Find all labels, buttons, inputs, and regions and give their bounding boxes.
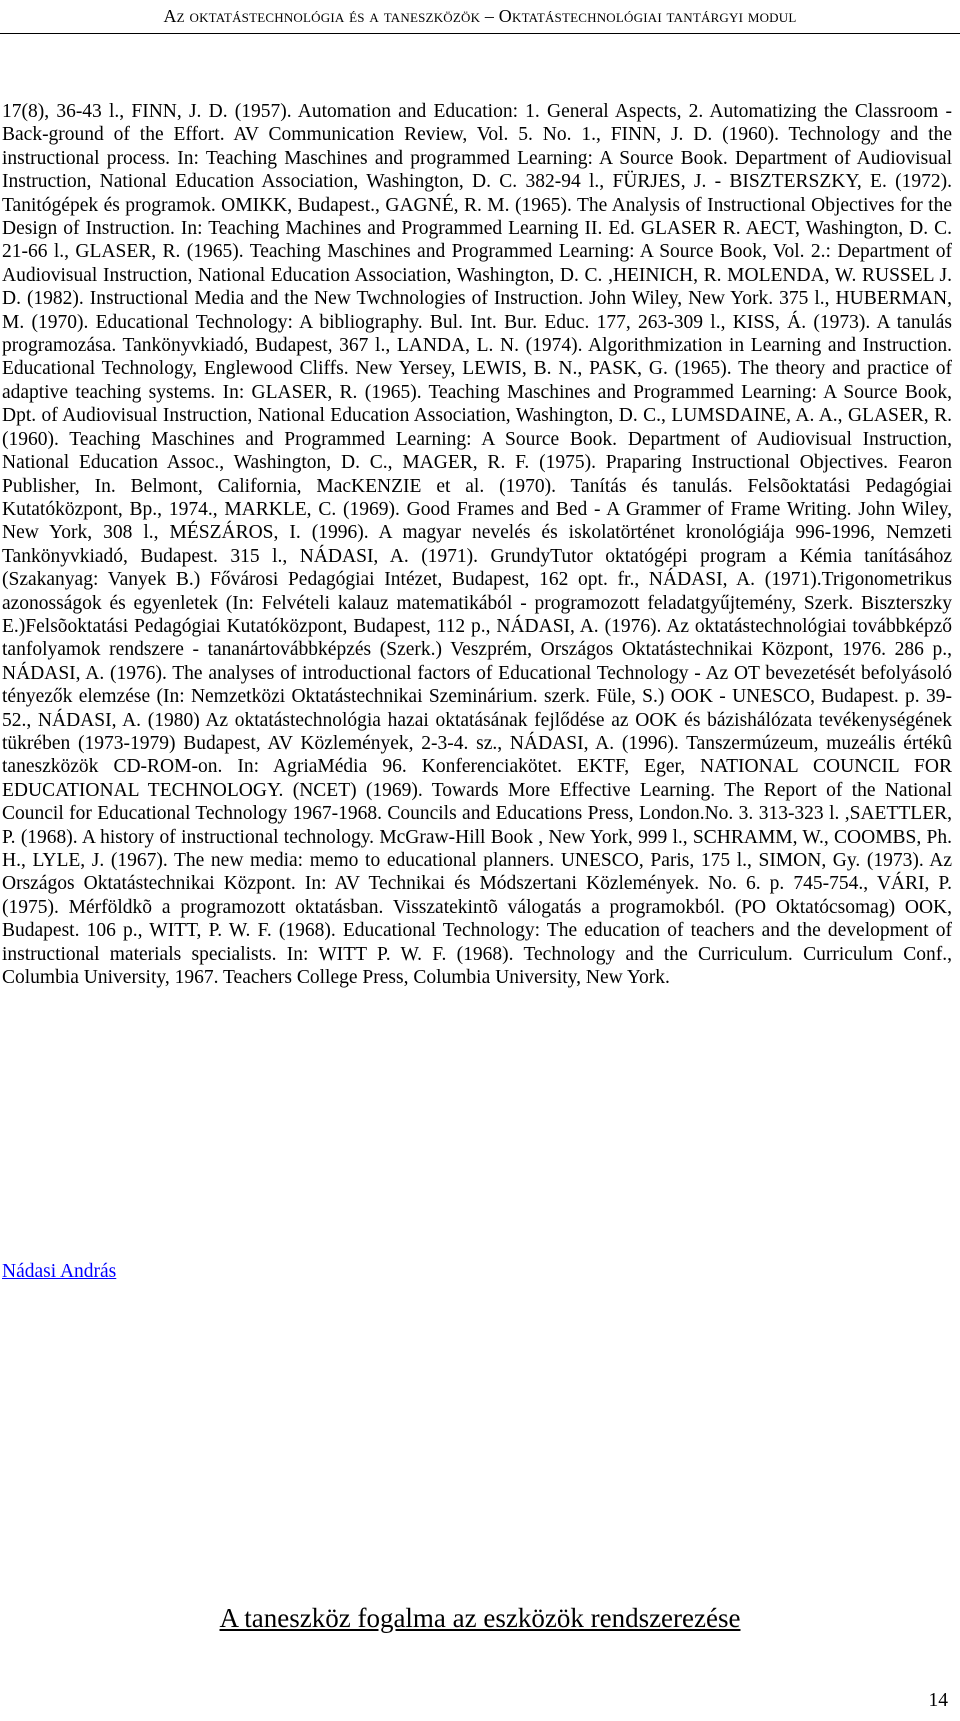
page-number: 14: [928, 1690, 948, 1711]
author-link[interactable]: Nádasi András: [2, 1261, 117, 1282]
bibliography-text: 17(8), 36-43 l., FINN, J. D. (1957). Automation and Education: 1. General Aspects, 2. Automatizing the Classroom - Back-ground of the Effort. AV Communication Review, Vol. 5. No. 1., FINN, J. D. (1960). Technology and the instructional process. In: Teaching Maschines and programmed Learning: A Source Book. Department of Audiovisual Instruction, National Education Association, Washington, D. C. 382-94 l., FÜRJES, J. - BISZTERSZKY, E. (1972). Tanitógépek és programok. OMIKK, Budapest., GAGNÉ, R. M. (1965). The Analysis of Instructional Objectives for the Design of Instruction. In: Teaching Machines and Programmed Learning II. Ed. GLASER R. AECT, Washington, D. C. 21-66 l., GLASER, R. (1965). Teaching Maschines and Programmed Learning: A Source Book, Vol. 2.: Department of Audiovisual Instruction, National Education Association, Washington, D. C. ,HEINICH, R. MOLENDA, W. RUSSEL J. D. (1982). Instructional Media and the New Twchnologies of Instruction. John Wiley, New York. 375 l., HUBERMAN, M. (1970). Educational Technology: A bibliography. Bul. Int. Bur. Educ. 177, 263-309 l., KISS, Á. (1973). A tanulás programozása. Tankönyvkiadó, Budapest, 367 l., LANDA, L. N. (1974). Algorithmization in Learning and Instruction. Educational Technology, Englewood Cliffs. New Yersey, LEWIS, B. N., PASK, G. (1965). The theory and practice of adaptive teaching systems. In: GLASER, R. (1965). Teaching Maschines and Programmed Learning: A Source Book, Dpt. of Audiovisual Instruction, National Education Association, Washington, D. C., LUMSDAINE, A. A., GLASER, R. (1960). Teaching Maschines and Programmed Learning: A Source Book. Department of Audiovisual Instruction, National Education Assoc., Washington, D. C., MAGER, R. F. (1975). Praparing Instructional Objectives. Fearon Publisher, In. Belmont, California, MacKENZIE et al. (1970). Tanítás és tanulás. Felsõoktatási Pedagógiai Kutatóközpont, Bp., 1974., MARKLE, C. (1969). Good Frames and Bed - A Grammer of Frame Writing. John Wiley, New York, 308 l., MÉSZÁROS, I. (1996). A magyar nevelés és iskolatörténet kronológiája 996-1996, Nemzeti Tankönyvkiadó, Budapest. 315 l., NÁDASI, A. (1971). GrundyTutor oktatógépi program a Kémia tanításához (Szakanyag: Vanyek B.) Fővárosi Pedagógiai Intézet, Budapest, 162 opt. fr., NÁDASI, A. (1971).Trigonometrikus azonosságok és egyenletek (In: Felvételi kalauz matematikából - programozott feladatgyűjtemény, Szerk. Biszterszky E.)Felsõoktatási Pedagógiai Kutatóközpont, Budapest, 112 p., NÁDASI, A. (1976). Az oktatástechnológiai továbbképző tanfolyamok rendszere - tananártovábbképzés (Szerk.) Veszprém, Országos Oktatástechnikai Központ, 1976. 286 p., NÁDASI, A. (1976). The analyses of introductional factors of Educational Technology - Az OT bevezetését befolyásoló tényezők elemzése (In: Nemzetközi Oktatástechnikai Szeminárium. szerk. Füle, S.) OOK - UNESCO, Budapest. p. 39-52., NÁDASI, A. (1980) Az oktatástechnológia hazai oktatásának fejlődése az OOK és bázishálózata tevékenységének tükrében (1973-1979) Budapest, AV Közlemények, 2-3-4. sz., NÁDASI, A. (1996). Tanszermúzeum, muzeális értékû taneszközök CD-ROM-on. In: AgriaMédia 96. Konferenciakötet. EKTF, Eger, NATIONAL COUNCIL FOR EDUCATIONAL TECHNOLOGY. (NCET) (1969). Towards More Effective Learning. The Report of the National Council for Educational Technology 1967-1968. Councils and Educations Press, London.No. 3. 313-323 l. ,SAETTLER, P. (1968). A history of instructional technology. McGraw-Hill Book , New York, 999 l., SCHRAMM, W., COOMBS, Ph. H., LYLE, J. (1967). The new media: memo to educational planners. UNESCO, Paris, 175 l., SIMON, Gy. (1973). Az Országos Oktatástechnikai Központ. In: AV Technikai és Módszertani Közlemények. No. 6. p. 745-754., VÁRI, P. (1975). Mérföldkõ a programozott oktatásban. Visszatekintõ válogatás a programokból. (PO Oktatócsomag) OOK, Budapest. 106 p., WITT, P. W. F. (1968). Educational Technology: The education of teachers and the development of instructional materials specialists. In: WITT P. W. F. (1968). Technology and the Curriculum. Curriculum Conf., Columbia University, 1967. Teachers College Press, Columbia University, New York.: [2, 101, 952, 989]
section-title: A taneszköz fogalma az eszközök rendszerezése: [219, 1603, 741, 1633]
header-divider: [0, 33, 960, 34]
running-header-title: Az oktatástechnológia és a taneszközök – Oktatástechnológiai tantárgyi modul: [163, 6, 797, 26]
